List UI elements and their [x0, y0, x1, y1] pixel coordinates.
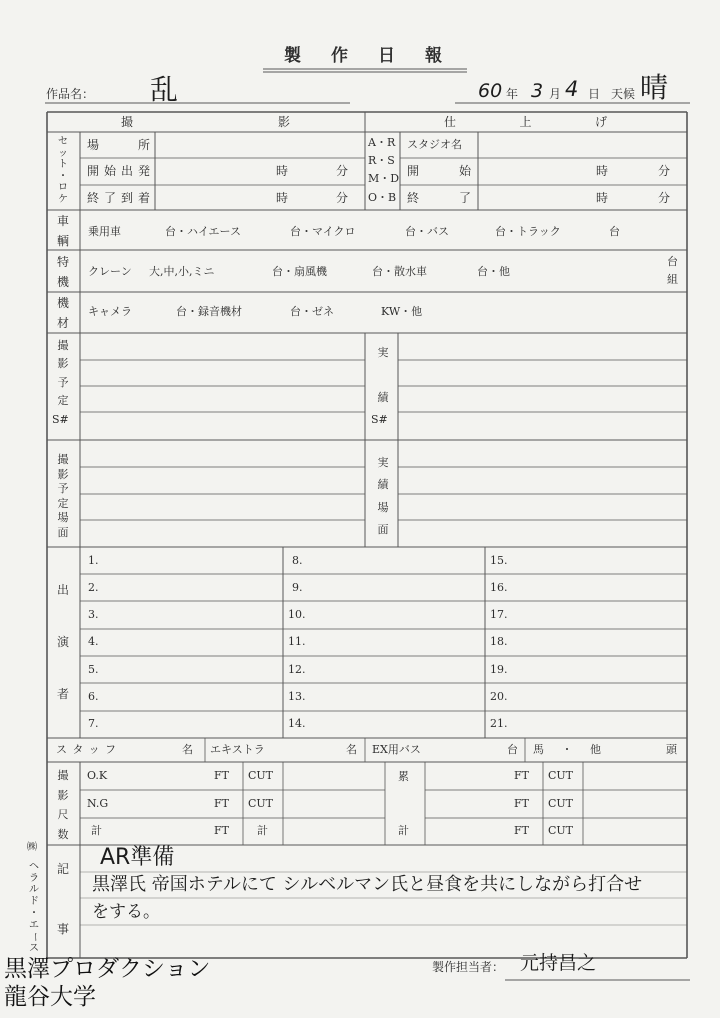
- cumulative-ft-unit: FT: [514, 769, 529, 782]
- location-section-label: セ ッ ト ・ ロ ケ: [58, 136, 68, 205]
- special-equipment-item: 台・散水車: [372, 265, 427, 278]
- footage-ft-unit: FT: [214, 824, 229, 837]
- cast-number: 5.: [88, 663, 99, 676]
- footage-label: 撮 影 尺 数: [57, 769, 69, 841]
- imprint-company-name: ヘ ラ ル ド ・ エ ー ス: [29, 861, 40, 954]
- equipment-item: KW・他: [381, 305, 423, 318]
- notes-label: 記 事: [57, 862, 70, 936]
- end-arrival-label: 終 了 到 着: [87, 191, 150, 205]
- cast-number: 10.: [288, 608, 306, 621]
- cast-number: 21.: [490, 717, 508, 730]
- vehicle-item: 台・マイクロ: [290, 225, 356, 238]
- date-month-unit: 月: [549, 87, 562, 101]
- cast-number: 18.: [490, 635, 508, 648]
- actual-sets-label: 実 績 場 面: [377, 456, 389, 536]
- vehicle-item: 台・ハイエース: [165, 225, 242, 238]
- studio-start-hour-unit: 時: [596, 164, 609, 178]
- horse-other-label: 馬 ・ 他: [533, 743, 601, 756]
- cast-number: 12.: [288, 663, 306, 676]
- cast-number: 2.: [88, 581, 99, 594]
- producer-label: 製作担当者：: [432, 960, 505, 974]
- studio-start-minute-unit: 分: [658, 164, 671, 178]
- studio-end-minute-unit: 分: [658, 191, 671, 205]
- footage-total-label: 計: [91, 824, 102, 837]
- cast-number: 3.: [88, 608, 99, 621]
- credit-ryukoku-university: 龍谷大学: [4, 984, 96, 1010]
- equipment-item: 台・ゼネ: [290, 305, 334, 318]
- extras-unit: 名: [346, 743, 357, 756]
- special-equipment-item: 大,中,小,ミニ: [149, 265, 215, 278]
- special-equipment-unit: 台: [667, 255, 678, 268]
- horse-other-unit: 頭: [666, 743, 677, 756]
- cast-number: 13.: [288, 690, 306, 703]
- vehicles-label: 車 輌: [57, 214, 70, 248]
- credit-kurosawa-production: 黒澤プロダクション: [4, 956, 211, 982]
- cast-number: 20.: [490, 690, 508, 703]
- start-hour-unit: 時: [276, 164, 289, 178]
- vehicle-item: 台・バス: [405, 225, 449, 238]
- date-month: 3: [531, 80, 544, 102]
- weather-value: 晴: [640, 71, 669, 104]
- code-rs: R・S: [368, 154, 395, 167]
- header-shooting: 撮 影: [121, 115, 290, 129]
- code-ar: A・R: [368, 136, 396, 149]
- special-equipment-unit: 組: [667, 273, 678, 286]
- studio-name-label: スタジオ名: [407, 138, 462, 151]
- date-day-unit: 日: [588, 87, 601, 101]
- planned-scenes-label: 撮 影 予 定: [57, 339, 69, 407]
- studio-end-hour-unit: 時: [596, 191, 609, 205]
- special-equipment-item: クレーン: [88, 265, 132, 278]
- footage-ok-label: O.K: [87, 769, 108, 782]
- cast-number: 14.: [288, 717, 306, 730]
- footage-cut-total-label: 計: [257, 824, 268, 837]
- special-equipment-item: 台・他: [477, 265, 510, 278]
- cast-number: 7.: [88, 717, 99, 730]
- studio-end-label: 終 了: [407, 191, 471, 205]
- cast-number: 15.: [490, 554, 508, 567]
- header-finishing: 仕 上 げ: [444, 115, 607, 129]
- footage-cut-unit: CUT: [248, 797, 274, 810]
- actual-scenes-label: 実 績: [377, 346, 389, 404]
- cast-number: 9.: [292, 581, 303, 594]
- cast-label: 出 演 者: [57, 583, 70, 701]
- code-ob: O・B: [368, 191, 397, 204]
- vehicle-item: 台・トラック: [495, 225, 561, 238]
- footage-ft-unit: FT: [214, 797, 229, 810]
- cast-number: 1.: [88, 554, 99, 567]
- form-title: 製 作 日 報: [284, 46, 442, 66]
- footage-cut-unit: CUT: [248, 769, 274, 782]
- date-year: 60: [478, 80, 503, 102]
- cumulative-ft-unit: FT: [514, 824, 529, 837]
- cast-number: 11.: [288, 635, 306, 648]
- equipment-item: 台・録音機材: [176, 305, 242, 318]
- imprint-corporation-mark: ㈱: [27, 842, 37, 853]
- date-day: 4: [565, 77, 579, 101]
- special-equipment-label: 特 機: [57, 255, 70, 289]
- work-name-value: 乱: [150, 73, 179, 106]
- staff-unit: 名: [182, 743, 193, 756]
- work-name-label: 作品名：: [46, 87, 95, 101]
- cumulative-label: 累: [398, 770, 409, 783]
- cumulative-cut-unit: CUT: [548, 824, 574, 837]
- cast-number: 16.: [490, 581, 508, 594]
- start-departure-label: 開 始 出 発: [87, 164, 150, 178]
- footage-ft-unit: FT: [214, 769, 229, 782]
- cast-number: 6.: [88, 690, 99, 703]
- notes-line: をする。: [92, 902, 160, 922]
- end-hour-unit: 時: [276, 191, 289, 205]
- vehicle-item: 乗用車: [88, 225, 121, 238]
- extras-bus-label: EX用バス: [372, 743, 421, 756]
- special-equipment-item: 台・扇風機: [272, 265, 327, 278]
- producer-signature: 元持昌之: [520, 952, 597, 974]
- planned-scene-number-label: S#: [52, 413, 69, 426]
- cumulative-cut-unit: CUT: [548, 769, 574, 782]
- cast-number: 19.: [490, 663, 508, 676]
- studio-start-label: 開 始: [407, 164, 471, 178]
- notes-line: AR準備: [100, 845, 175, 870]
- equipment-label: 機 材: [57, 296, 70, 330]
- cast-number: 4.: [88, 635, 99, 648]
- cumulative-total-label: 計: [398, 824, 409, 837]
- cast-number: 17.: [490, 608, 508, 621]
- vehicle-item: 台: [609, 225, 620, 238]
- extras-bus-unit: 台: [507, 743, 518, 756]
- extras-label: エキストラ: [210, 743, 265, 756]
- end-minute-unit: 分: [336, 191, 349, 205]
- start-minute-unit: 分: [336, 164, 349, 178]
- cast-number: 8.: [292, 554, 303, 567]
- code-md: M・D: [368, 172, 400, 185]
- cumulative-cut-unit: CUT: [548, 797, 574, 810]
- cumulative-ft-unit: FT: [514, 797, 529, 810]
- planned-sets-label: 撮 影 予 定 場 面: [57, 453, 69, 539]
- notes-line: 黒澤氏 帝国ホテルにて シルベルマン氏と昼食を共にしながら打合せ: [92, 874, 643, 895]
- actual-scene-number-label: S#: [371, 413, 388, 426]
- equipment-item: キャメラ: [88, 305, 132, 318]
- staff-label: ス タ ッ フ: [56, 743, 116, 756]
- footage-ng-label: N.G: [87, 797, 109, 810]
- weather-label: 天候: [611, 87, 636, 101]
- place-label: 場 所: [87, 138, 150, 152]
- date-year-unit: 年: [506, 87, 519, 101]
